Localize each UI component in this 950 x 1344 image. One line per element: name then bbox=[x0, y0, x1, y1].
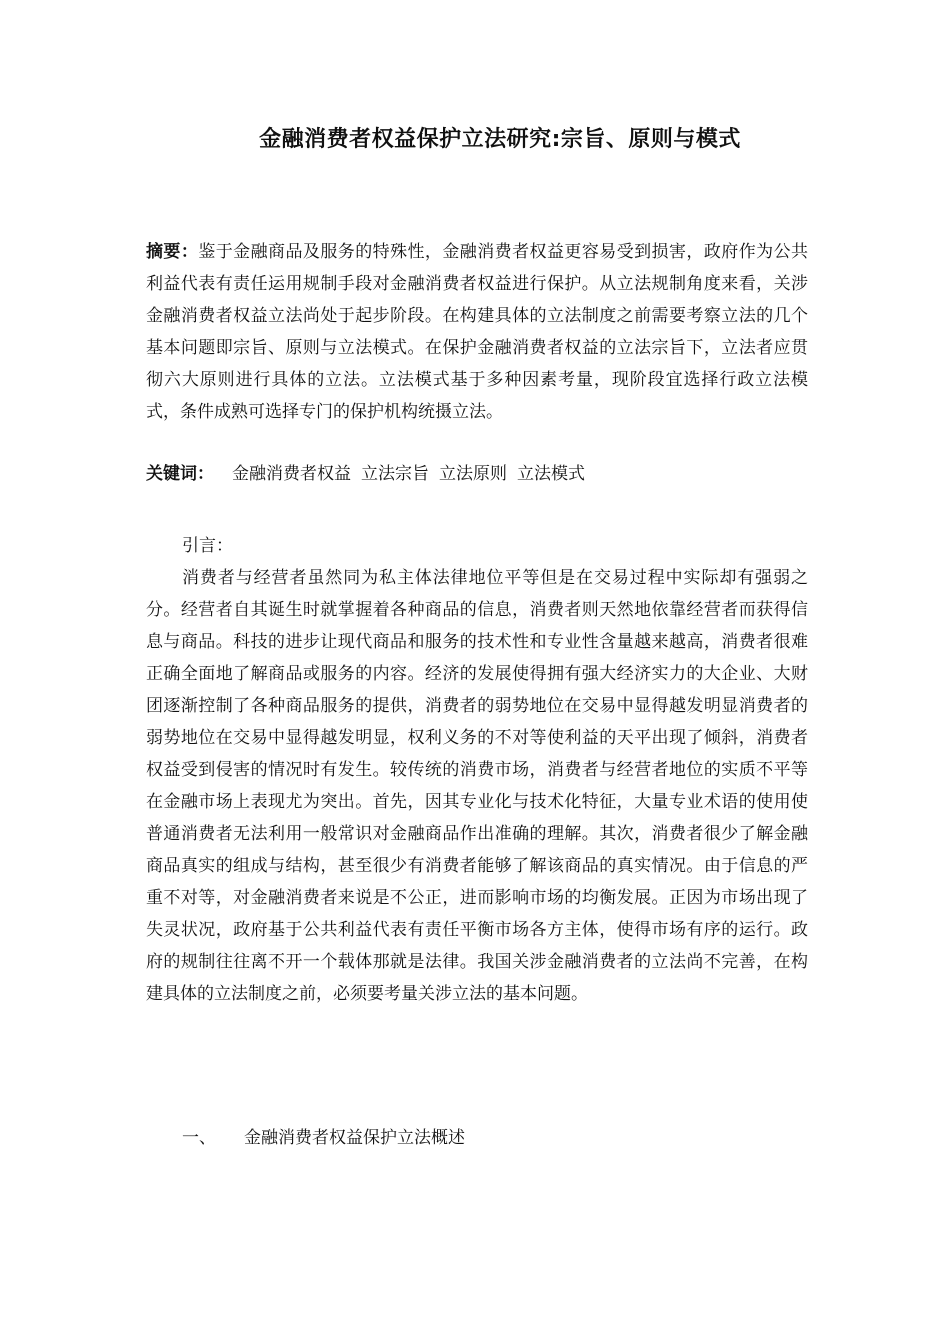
keyword-item: 金融消费者权益 bbox=[232, 464, 351, 484]
keyword-item: 立法宗旨 bbox=[361, 464, 429, 484]
keyword-item: 立法原则 bbox=[439, 464, 507, 484]
section-number: 一、 bbox=[182, 1128, 216, 1148]
keyword-item: 立法模式 bbox=[517, 464, 585, 484]
abstract-text: 鉴于金融商品及服务的特殊性，金融消费者权益更容易受到损害，政府作为公共利益代表有责任运用规制手段对金融消费者权益进行保护。从立法规制角度来看，关涉金融消费者权益立法尚处于起步阶段。在构建具体的立法制度之前需要考察立法的几个基本问题即宗旨、原则与立法模式。在保护金融消费者权益的立法宗旨下，立法者应贯彻六大原则进行具体的立法。立法模式基于多种因素考量，现阶段宜选择行政立法模式，条件成熟可选择专门的保护机构统摄立法。 bbox=[146, 242, 809, 422]
abstract-label: 摘要： bbox=[146, 242, 199, 262]
keywords-list bbox=[232, 464, 595, 484]
section-title: 金融消费者权益保护立法概述 bbox=[244, 1128, 465, 1148]
intro-paragraph: 消费者与经营者虽然同为私主体法律地位平等但是在交易过程中实际却有强弱之分。经营者自其诞生时就掌握着各种商品的信息，消费者则天然地依靠经营者而获得信息与商品。科技的进步让现代商品和服务的技术性和专业性含量越来越高，消费者很难正确全面地了解商品或服务的内容。经济的发展使得拥有强大经济实力的大企业、大财团逐渐控制了各种商品服务的提供，消费者的弱势地位在交易中显得越发明显消费者的弱势地位在交易中显得越发明显，权利义务的不对等使利益的天平出现了倾斜，消费者权益受到侵害的情况时有发生。较传统的消费市场，消费者与经营者地位的实质不平等在金融市场上表现尤为突出。首先，因其专业化与技术化特征，大量专业术语的使用使普通消费者无法利用一般常识对金融商品作出准确的理解。其次，消费者很少了解金融商品真实的组成与结构，甚至很少有消费者能够了解该商品的真实情况。由于信息的严重不对等，对金融消费者来说是不公正，进而影响市场的均衡发展。正因为市场出现了失灵状况，政府基于公共利益代表有责任平衡市场各方主体，使得市场有序的运行。政府的规制往往离不开一个载体那就是法律。我国关涉金融消费者的立法尚不完善，在构建具体的立法制度之前，必须要考量关涉立法的基本问题。 bbox=[146, 568, 808, 1004]
intro-label: 引言： bbox=[182, 536, 233, 556]
abstract-paragraph bbox=[146, 236, 808, 428]
keywords-line bbox=[146, 458, 808, 490]
section-heading bbox=[182, 1122, 465, 1154]
document-title: 金融消费者权益保护立法研究:宗旨、原则与模式 bbox=[259, 127, 741, 152]
keywords-label: 关键词： bbox=[146, 464, 214, 484]
